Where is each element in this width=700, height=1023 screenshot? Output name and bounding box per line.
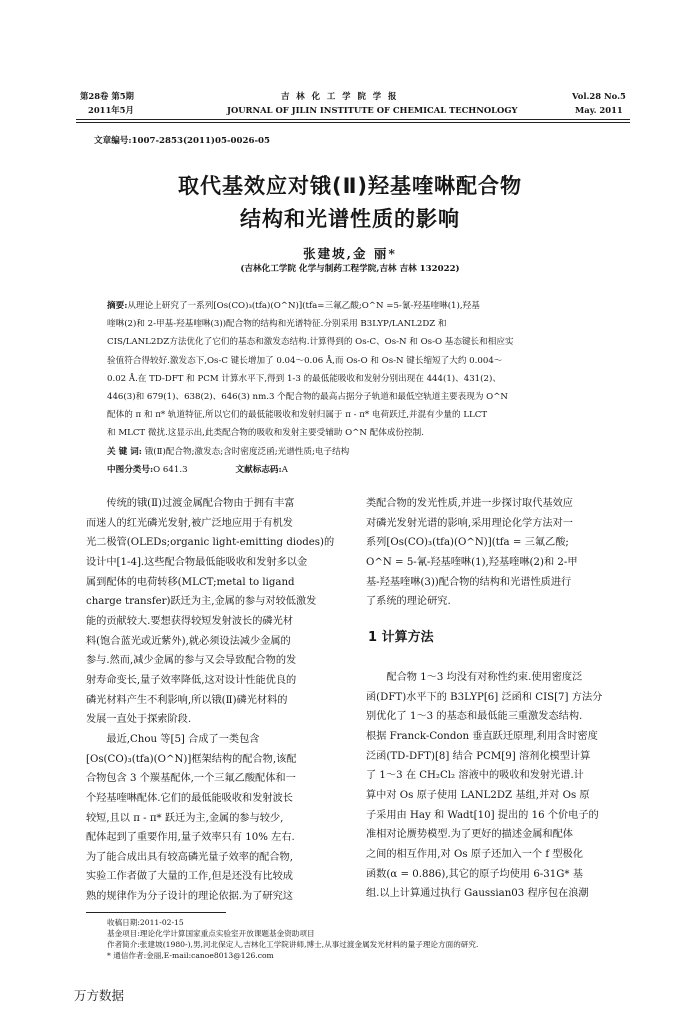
right-column-top: [366, 494, 628, 612]
body-line: 为了能合成出具有较高磷光量子效率的配合物,: [86, 851, 293, 863]
body-line: 类配合物的发光性质,并进一步探讨取代基效应: [366, 498, 573, 509]
body-line: 射寿命变长,量子效率降低,这对设计性能优良的: [86, 674, 297, 686]
classification: 中图分类号:O 641.3 文献标志码:A: [107, 464, 288, 475]
body-line: 实验工作者做了大量的工作,但是还没有比较成: [86, 871, 293, 883]
abstract: [107, 297, 602, 479]
footnote-rule: [86, 912, 226, 913]
body-line: 别优化了 1～3 的基态和最低能三重激发态结构.: [366, 711, 583, 723]
body-line: 能的贡献较大.要想获得较短发射波长的磷光材: [86, 615, 293, 627]
right-column-bottom: [366, 668, 628, 904]
body-line: 传统的锇(Ⅱ)过渡金属配合物由于拥有丰富: [106, 498, 295, 509]
funding: 基金项目:理论化学计算国家重点实验室开放课题基金资助项目: [107, 929, 315, 938]
article-id: 文章编号:1007-2853(2011)05-0026-05: [94, 136, 270, 146]
body-line: 了 1～3 在 CH₂Cl₂ 溶液中的吸收和发射光谱.计: [366, 770, 584, 782]
section-heading: 1 计算方法: [368, 630, 434, 645]
affiliation: (吉林化工学院 化学与制药工程学院,吉林 吉林 132022): [240, 264, 460, 274]
paper-title-line1: 取代基效应对锇(Ⅱ)羟基喹啉配合物: [177, 174, 523, 198]
body-line: 函数(α = 0.886),其它的原子均使用 6-31G* 基: [366, 868, 583, 880]
body-line: 发展一直处于探索阶段.: [86, 714, 192, 726]
footnotes: [107, 917, 607, 961]
abstract-line: 和 MLCT 微扰.这显示出,此类配合物的吸收和发射主要受辅助 O^N 配体成份控制.: [107, 428, 424, 439]
author-bio: 作者简介:张建坡(1980-),男,河北保定人,吉林化工学院讲师,博士,从事过渡金属发光材料的量子理论方面的研究.: [107, 940, 479, 949]
doc-code-label: 文献标志码:: [235, 464, 282, 475]
body-line: 属到配体的电荷转移(MLCT;metal to ligand: [86, 576, 295, 588]
corresponding-author: * 通信作者:金丽,E-mail:canoe8013@126.com: [107, 951, 274, 960]
abstract-line: 0.02 Å.在 TD-DFT 和 PCM 计算水平下,得到 1-3 的最低能吸收和发射分别出现在 444(1)、431(2)、: [107, 373, 501, 384]
body-line: 设计中[1-4].这些配合物最低能吸收和发射多以金: [86, 556, 308, 568]
body-line: 算中对 Os 原子使用 LANL2DZ 基组,并对 Os 原: [366, 789, 590, 801]
body-line: charge transfer)跃迁为主,金属的参与对较低激发: [86, 596, 317, 608]
paper-title-line2: 结构和光谱性质的影响: [240, 207, 460, 231]
keywords-label: 关 键 词:: [107, 446, 142, 457]
keywords: 关 键 词: 锇(Ⅱ)配合物;激发态;含时密度泛函;光谱性质;电子结构: [107, 446, 350, 457]
body-line: 根据 Franck-Condon 垂直跃迁原理,利用含时密度: [366, 730, 598, 742]
body-line: 最近,Chou 等[5] 合成了一类包含: [106, 733, 260, 745]
body-line: 之间的相互作用,对 Os 原子还加入一个 f 型极化: [366, 848, 583, 860]
body-line: 函(DFT)水平下的 B3LYP[6] 泛函和 CIS[7] 方法分: [366, 691, 603, 703]
body-line: 配合物 1～3 均没有对称性约束.使用密度泛: [386, 672, 583, 683]
body-line: 熟的规律作为分子设计的理论依据.为了研究这: [86, 891, 293, 903]
header-rule-bottom: [76, 122, 630, 123]
received-date: 收稿日期:2011-02-15: [107, 918, 184, 927]
authors: 张建坡,金 丽*: [303, 246, 397, 261]
abstract-line: 446(3)和 679(1)、638(2)、646(3) nm.3 个配合物的最高占据分子轨道和最低空轨道主要表现为 O^N: [107, 392, 508, 403]
volume-issue: 第28卷 第5期: [80, 91, 134, 101]
body-line: O^N = 5-氰-羟基喹啉(1),羟基喹啉(2)和 2-甲: [366, 556, 578, 568]
abstract-line: 摘要:从理论上研究了一系列[Os(CO)₃(tfa)(O^N)](tfa=三氟乙酸;O^N =5-氰-羟基喹啉(1),羟基: [107, 301, 480, 311]
abstract-line: 验值符合得较好.激发态下,Os-C 键长增加了 0.04～0.06 Å,而 Os-O 和 Os-N 键长缩短了大约 0.004～: [107, 355, 503, 366]
volume-en: Vol.28 No.5: [572, 91, 626, 101]
body-line: 系列[Os(CO)₃(tfa)(O^N)](tfa = 三氟乙酸;: [366, 537, 569, 549]
body-line: 参与.然而,减少金属的参与又会导致配合物的发: [86, 655, 297, 667]
abstract-line: CIS/LANL2DZ方法优化了它们的基态和激发态结构.计算得到的 Os-C、Os-N 和 Os-O 基态键长和相应实: [107, 337, 514, 348]
body-line: 个羟基喹啉配体.它们的最低能吸收和发射波长: [86, 792, 293, 804]
body-line: 较短,且以 π - π* 跃迁为主,金属的参与较少,: [86, 812, 284, 824]
header-rule-top: [76, 119, 630, 120]
body-line: 而迷人的红光磷光发射,被广泛地应用于有机发: [86, 517, 293, 529]
abstract-line: 喹啉(2)和 2-甲基-羟基喹啉(3))配合物的结构和光谱特征.分别采用 B3LYP/LANL2DZ 和: [107, 319, 447, 330]
body-line: 泛函(TD-DFT)[8] 结合 PCM[9] 溶剂化模型计算: [366, 750, 591, 762]
body-line: 对磷光发射光谱的影响,采用理论化学方法对一: [366, 517, 573, 529]
body-line: 磷光材料产生不利影响,所以锇(Ⅱ)磷光材料的: [86, 694, 288, 706]
abstract-line: 配体的 π 和 π* 轨道特征,所以它们的最低能吸收和发射归属于 π - π* 电荷跃迁,并混有少量的 LLCT: [107, 410, 488, 421]
left-column: [86, 494, 346, 907]
date-en: May. 2011: [575, 105, 623, 115]
body-line: 合物包含 3 个羰基配体,一个三氟乙酸配体和一: [86, 773, 296, 785]
journal-name-cn: 吉 林 化 工 学 院 学 报: [281, 91, 399, 101]
body-line: 子采用由 Hay 和 Wadt[10] 提出的 16 个价电子的: [366, 809, 599, 821]
body-line: [Os(CO)₃(tfa)(O^N)]框架结构的配合物,该配: [86, 753, 297, 765]
abstract-label: 摘要:: [107, 301, 128, 311]
body-line: 光二极管(OLEDs;organic light-emitting diodes)的: [86, 537, 335, 549]
body-line: 准相对论赝势模型.为了更好的描述金属和配体: [366, 829, 573, 841]
body-line: 料(饱合蓝光或近紫外),就必须设法减少金属的: [86, 635, 291, 647]
body-line: 基-羟基喹啉(3))配合物的结构和光谱性质进行: [366, 576, 572, 588]
clc-label: 中图分类号:: [107, 464, 154, 475]
watermark: 万方数据: [74, 988, 125, 1003]
publication-date: 2011年5月: [88, 105, 134, 115]
body-line: 组.以上计算通过执行 Gaussian03 程序包在浪潮: [366, 888, 589, 900]
body-line: 配体起到了重要作用,量子效率只有 10% 左右.: [86, 832, 295, 844]
body-line: 了系统的理论研究.: [366, 596, 451, 608]
journal-name-en: JOURNAL OF JILIN INSTITUTE OF CHEMICAL TECHNOLOGY: [227, 105, 518, 115]
